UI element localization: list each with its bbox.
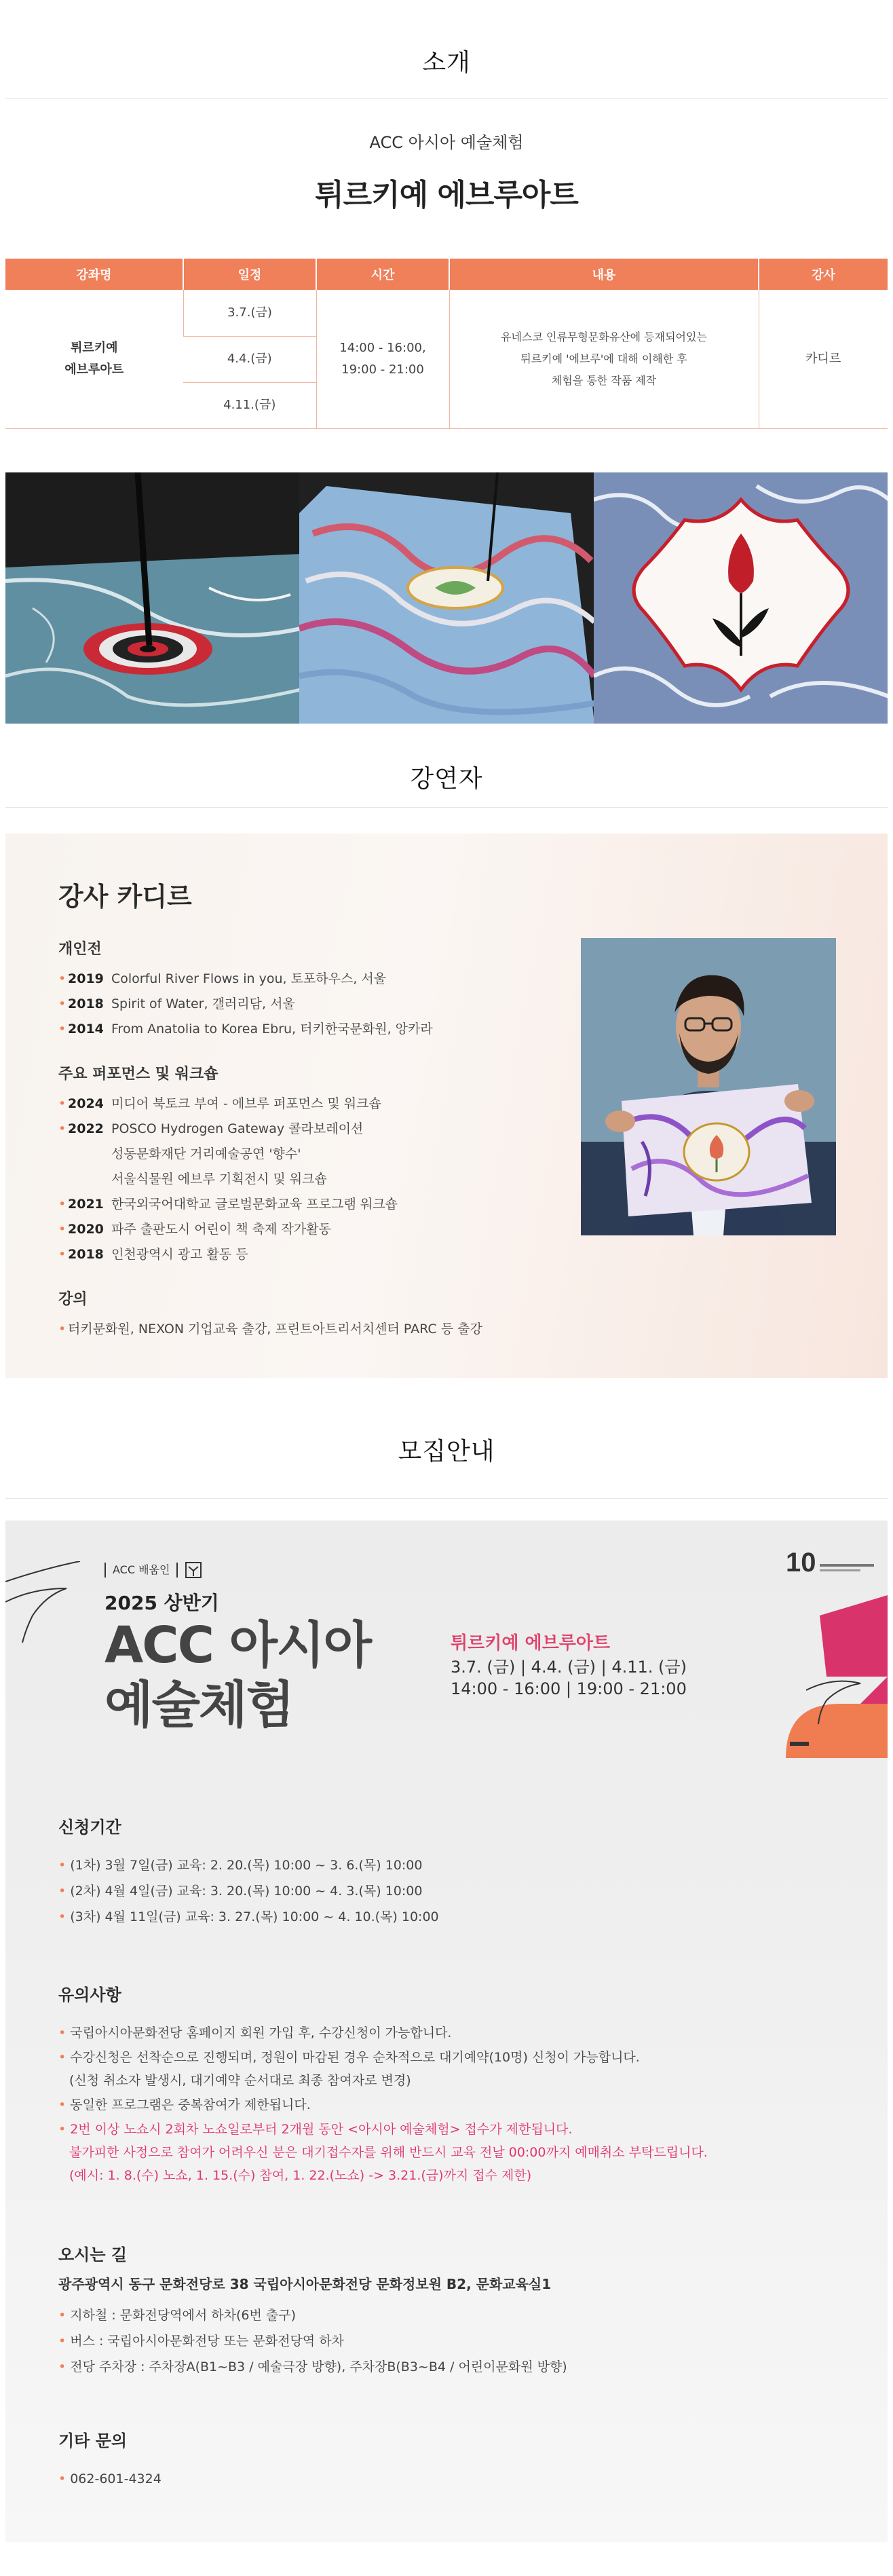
content-line-3: 체험을 통한 작품 제작: [551, 373, 657, 387]
program-poster: [5, 1520, 888, 1812]
poster-title: [104, 1616, 370, 1735]
list-item: • 동일한 프로그램은 중복참여가 제한됩니다.: [58, 2097, 311, 2112]
poster-program-name: 튀르키예 에브루아트: [451, 1632, 611, 1654]
ebru-drawing-image: [5, 472, 299, 724]
content-line-2: 튀르키예 '에브루'에 대해 이해한 후: [520, 352, 687, 365]
lecturer-photo: [581, 938, 836, 1235]
list-item: • 2022 POSCO Hydrogen Gateway 콜라보레이션: [58, 1121, 364, 1136]
list-item: 성동문화재단 거리예술공연 '향수': [111, 1146, 301, 1161]
recruit-panel: [5, 1520, 888, 2542]
poster-graphic: [738, 1541, 888, 1799]
header-course: 강좌명: [5, 259, 183, 290]
list-item: 서울식물원 에브루 기획전시 및 워크숍: [111, 1171, 327, 1187]
schedule-table: [5, 259, 888, 429]
section-title-lecturer: 강연자: [410, 764, 483, 793]
solo-heading: 개인전: [58, 940, 102, 958]
list-item: • 버스 : 국립아시아문화전당 또는 문화전당역 하차: [58, 2333, 344, 2349]
list-item: • 수강신청은 선착순으로 진행되며, 정원이 마감된 경우 순차적으로 대기예약(10명) 신청이 가능합니다. (신청 취소자 발생시, 대기예약 순서대로 최종 참여자로 변경): [58, 2046, 888, 2092]
intro-subtitle: ACC 아시아 예술체험: [369, 133, 524, 152]
date-cell-3: 4.11.(금): [183, 382, 316, 428]
notice-heading: 유의사항: [58, 1985, 121, 2004]
list-item: • 062-601-4324: [58, 2471, 162, 2486]
ebru-marbling-image: [299, 472, 593, 724]
notice-block: [58, 1981, 888, 2187]
contact-phone: 062-601-4324: [70, 2471, 162, 2486]
notice-sub: (신청 취소자 발생시, 대기예약 순서대로 최종 참여자로 변경): [69, 2072, 411, 2088]
poster-title-line-2: 예술체험: [104, 1675, 293, 1734]
lecture-heading: 강의: [58, 1290, 88, 1308]
header-instructor: 강사: [759, 259, 888, 290]
time-line-1: 14:00 - 16:00,: [339, 340, 426, 355]
acc-20th-logo-icon: [786, 1548, 874, 1578]
list-item-warning: • 2번 이상 노쇼시 2회차 노쇼일로부터 2개월 동안 <아시아 예술체험> 접수가 제한됩니다. 불가피한 사정으로 참여가 어려우신 분은 대기접수자를 위해 반드시 교육 전날 00:00까지 예매취소 부탁드립니다. (예시: 1. 8.(수) 노쇼, 1. 15.(수) 참여, 1. 22.(노쇼) -> 3.21.(금)까지 접수 제한): [58, 2121, 708, 2183]
section-header-intro: [5, 0, 888, 99]
list-item: • 2018 Spirit of Water, 갤러리담, 서울: [58, 996, 295, 1011]
leaf-line-icon: [5, 1561, 87, 1643]
header-content: 내용: [449, 259, 759, 290]
time-cell: [316, 290, 449, 428]
table-row: [5, 290, 888, 336]
notice-list: [58, 2020, 888, 2187]
directions-block: [58, 2241, 888, 2380]
section-header-lecturer: [5, 724, 888, 808]
list-item: • 지하철 : 문화전당역에서 하차(6번 출구): [58, 2307, 297, 2323]
list-item: • 국립아시아문화전당 홈페이지 회원 가입 후, 수강신청이 가능합니다.: [58, 2025, 452, 2040]
way-heading: 오시는 길: [58, 2245, 128, 2264]
chip-label: ACC 배움인: [104, 1563, 178, 1578]
lecturer-card: [5, 834, 888, 1378]
ebru-photo-strip: [5, 472, 888, 724]
address: 광주광역시 동구 문화전당로 38 국립아시아문화전당 문화정보원 B2, 문화교육실1: [58, 2275, 552, 2292]
list-item: • (1차) 3월 7일(금) 교육: 2. 20.(목) 10:00 ~ 3. 6.(목) 10:00: [58, 1857, 423, 1873]
section-title-intro: 소개: [422, 49, 471, 77]
program-chip: [104, 1561, 202, 1579]
list-item: • 2019 Colorful River Flows in you, 토포하우스, 서울: [58, 971, 387, 986]
instructor-cell: 카디르: [759, 290, 888, 428]
list-item: • 2018 인천광역시 광고 활동 등: [58, 1246, 248, 1262]
section-title-recruit: 모집안내: [398, 1437, 495, 1466]
book-icon: [185, 1561, 202, 1579]
poster-dates: 3.7. (금) | 4.4. (금) | 4.11. (금): [451, 1657, 687, 1677]
poster-times: 14:00 - 16:00 | 19:00 - 21:00: [451, 1679, 687, 1698]
list-item: • 2014 From Anatolia to Korea Ebru, 터키한국문화원, 앙카라: [58, 1021, 433, 1037]
apply-heading: 신청기간: [58, 1817, 121, 1837]
ebru-photo-2: [299, 472, 593, 724]
ebru-photo-3: [594, 472, 888, 724]
poster-title-line-1: ACC 아시아: [104, 1616, 371, 1675]
lecturer-title: 강사 카디르: [58, 881, 192, 912]
list-item: • 터키문화원, NEXON 기업교육 출강, 프린트아트리서치센터 PARC 등 출강: [58, 1321, 482, 1337]
ebru-tulip-image: [594, 472, 888, 724]
schedule-header-row: [5, 259, 888, 290]
content-cell: [449, 290, 759, 428]
list-item: • 2020 파주 출판도시 어린이 책 축제 작가활동: [58, 1221, 331, 1237]
ebru-photo-1: [5, 472, 299, 724]
way-list: [58, 2302, 888, 2380]
lecture-list: [58, 1317, 888, 1342]
poster-schedule: [451, 1656, 687, 1700]
course-line-1: 튀르키예: [70, 340, 118, 355]
svg-text:10: 10: [786, 1547, 816, 1578]
header-date: 일정: [183, 259, 316, 290]
contact-heading: 기타 문의: [58, 2431, 128, 2450]
time-line-2: 19:00 - 21:00: [341, 362, 424, 377]
list-item: • 2021 한국외국어대학교 글로벌문화교육 프로그램 워크숍: [58, 1196, 398, 1212]
contact-list: [58, 2466, 888, 2492]
course-line-2: 에브루아트: [64, 362, 124, 377]
list-item: • (3차) 4월 11일(금) 교육: 3. 27.(목) 10:00 ~ 4. 10.(목) 10:00: [58, 1909, 439, 1924]
perf-heading: 주요 퍼포먼스 및 워크숍: [58, 1065, 218, 1083]
date-cell-2: 4.4.(금): [183, 336, 316, 382]
contact-block: [58, 2427, 888, 2492]
content-line-1: 유네스코 인류무형문화유산에 등재되어있는: [501, 330, 707, 343]
date-cell-1: 3.7.(금): [183, 290, 316, 336]
list-item: • (2차) 4월 4일(금) 교육: 3. 20.(목) 10:00 ~ 4. 3.(목) 10:00: [58, 1883, 423, 1899]
apply-period-block: [58, 1814, 888, 1930]
list-item: • 2024 미디어 북토크 부여 - 에브루 퍼포먼스 및 워크숍: [58, 1096, 381, 1111]
lecturer-portrait-image: [581, 938, 836, 1235]
section-header-recruit: [5, 1378, 888, 1499]
header-time: 시간: [316, 259, 449, 290]
list-item: • 전당 주차장 : 주차장A(B1~B3 / 예술극장 방향), 주차장B(B3~B4 / 어린이문화원 방향): [58, 2359, 567, 2374]
apply-list: [58, 1852, 888, 1930]
course-cell: [5, 290, 183, 428]
intro-title: 튀르키예 에브루아트: [315, 178, 578, 212]
poster-year: 2025 상반기: [104, 1591, 219, 1614]
